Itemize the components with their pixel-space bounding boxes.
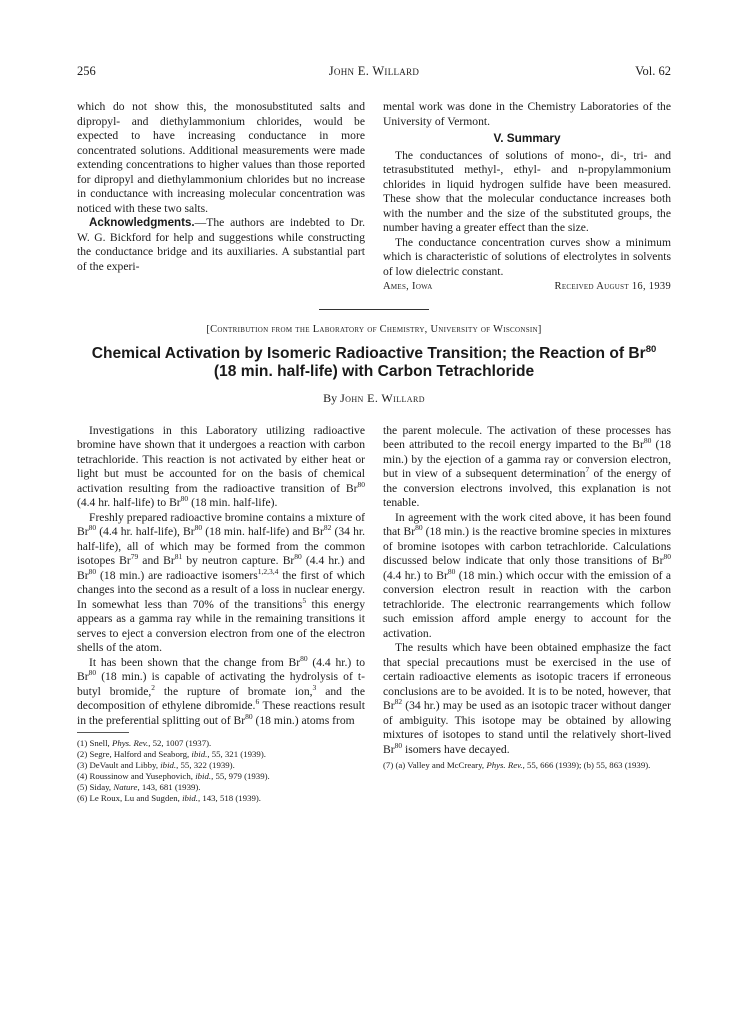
- text-run: (6) Le Roux, Lu and Sugden,: [77, 793, 183, 803]
- prev-left-column: [77, 100, 365, 295]
- text-run: (3) DeVault and Libby,: [77, 760, 161, 770]
- text-run: (18 min.) is the reactive bromine species in mixtures of bromine isotopes with carbon tetrachloride. Calculations discussed below indicate that only those transitions of Br: [383, 525, 671, 567]
- summary-paragraph-1: The conductances of solutions of mono-, di-, tri- and tetrasubstituted methyl-, ethyl- and n-propylammonium chlorides in liquid hydrogen sulfide have been measured. These show that the molecular conductance increases both with the number and the size of the substituted groups, the number having a greater effect than the size.: [383, 148, 671, 234]
- superscript: 81: [174, 552, 183, 562]
- text-run: , 55, 322 (1939).: [176, 760, 235, 770]
- superscript: 80: [88, 668, 97, 678]
- text-run: (7) (a) Valley and McCreary,: [383, 760, 487, 770]
- superscript: 80: [643, 436, 652, 446]
- text-run: Nature: [113, 782, 138, 792]
- ack-label: Acknowledgments.: [89, 216, 195, 229]
- prev-continuation: mental work was done in the Chemistry Laboratories of the University of Vermont.: [383, 100, 671, 128]
- prev-right-column: [383, 100, 671, 295]
- ack-text: —The authors are indebted to Dr. W. G. Bickford for help and suggestions while constructing the conductance bridge and its auxiliaries. A substantial part of the experi-: [77, 216, 365, 273]
- superscript: 79: [130, 552, 139, 562]
- text-run: (4.4 hr.) to Br: [77, 655, 365, 683]
- superscript: 80: [194, 523, 203, 533]
- superscript: 82: [394, 697, 403, 707]
- text-run: (18 min. half-life) and Br: [202, 525, 324, 538]
- superscript: 80: [663, 552, 671, 562]
- text-run: ibid.: [191, 749, 208, 759]
- text-run: by neutron capture. Br: [182, 554, 295, 567]
- text-run: and the decomposition of ethylene dibromide.: [77, 684, 366, 712]
- text-run: ibid.: [195, 771, 212, 781]
- text-run: Phys. Rev.: [486, 760, 523, 770]
- text-run: (18 min.) which occur with the emission of a conversion electron result in reaction with the carbon tetrachloride. The electronic rearrangements which follow such emission afford ample energy to account for the activation.: [383, 568, 672, 640]
- text-run: (1) Snell,: [77, 738, 112, 748]
- running-head: [77, 64, 671, 82]
- superscript: 80: [245, 711, 253, 721]
- text-run: (34 hr.) may be used as an isotopic tracer without danger of ambiguity. This isotope may be obtained by allowing mixtures of isotopes to stand until the relatively short-lived Br: [383, 699, 671, 756]
- summary-heading: V. Summary: [493, 131, 561, 145]
- footnote-item: [77, 782, 365, 793]
- text-run: ibid.: [160, 760, 177, 770]
- superscript: 2: [151, 682, 156, 692]
- superscript: 82: [323, 523, 332, 533]
- text-run: Phys. Rev.: [111, 738, 149, 748]
- text-run: (4.4 hr.) and Br: [77, 554, 365, 582]
- superscript: 80: [294, 552, 302, 562]
- text-run: , 55, 979 (1939).: [211, 771, 270, 781]
- text-run: These reactions result in the preferential splitting out of Br: [77, 699, 365, 727]
- superscript: 1,2,3,4: [257, 566, 279, 576]
- text-run: It has been shown that the change from Br: [89, 655, 301, 669]
- article-right-column: [383, 424, 671, 805]
- article-title: [77, 345, 671, 381]
- text-run: the first of which changes into the second as a result of a loss in nuclear energy. In somewhat less than 70% of the transitions: [77, 568, 365, 611]
- text-run: and Br: [138, 554, 175, 567]
- footnote-item: [77, 760, 365, 771]
- text-run: (4.4 hr.) to Br: [383, 568, 448, 582]
- text-run: The results which have been obtained emphasize the fact that special precautions must be exercised in the use of certain radioactive elements as isotopic tracers if erroneous conclusions are to be avoided. It is to be noted, however, that Br: [383, 641, 671, 712]
- text-run: , 143, 518 (1939).: [197, 793, 261, 803]
- body-paragraph-4: [383, 424, 671, 511]
- title-line-2: (18 min. half-life) with Carbon Tetrachloride: [213, 362, 535, 380]
- superscript: 6: [255, 697, 260, 707]
- superscript: 80: [88, 523, 97, 533]
- superscript: 80: [447, 566, 456, 576]
- received-date: Received August 16, 1939: [554, 281, 671, 292]
- text-run: the rupture of bromate ion,: [155, 684, 313, 698]
- superscript: 80: [394, 740, 403, 750]
- superscript: 80: [180, 494, 189, 504]
- byline-by: By: [323, 390, 338, 405]
- text-run: (18 min.) is capable of activating the hydrolysis of t-butyl bromide,: [77, 670, 365, 698]
- text-run: this energy appears as a gamma ray while in the remaining transitions it serves to eject a conversion electron from one of the electron shells of the atom.: [77, 597, 365, 654]
- page-number: 256: [77, 64, 96, 78]
- article-body: [77, 424, 671, 805]
- journal-page: [77, 64, 671, 804]
- text-run: ibid.: [182, 793, 198, 803]
- byline: [77, 391, 671, 406]
- superscript: 80: [88, 566, 97, 576]
- title-superscript: 80: [645, 343, 657, 355]
- contribution-line: [Contribution from the Laboratory of Chemistry, University of Wisconsin]: [206, 323, 542, 335]
- text-run: (18 min.) by the ejection of a gamma ray or conversion electron, but in view of a subsequent determination: [383, 438, 671, 480]
- superscript: 80: [300, 653, 308, 663]
- section-divider: [319, 309, 429, 310]
- text-run: Investigations in this Laboratory utilizing radioactive bromine have shown that it undergoes a reaction with carbon tetrachloride. This reaction is not activated by either heat or light but must be accounted for on the basis of chemical activation resulting from the radioactive transition of Br: [77, 423, 365, 495]
- superscript: 80: [415, 523, 423, 533]
- text-run: (18 min.) are radioactive isomers: [96, 568, 258, 582]
- superscript: 80: [357, 479, 365, 489]
- running-title: John E. Willard: [328, 64, 420, 78]
- text-run: isomers have decayed.: [402, 742, 510, 756]
- text-run: (2) Segre, Halford and Seaborg,: [77, 749, 192, 759]
- summary-paragraph-2: The conductance concentration curves show a minimum which is characteristic of solutions of electrolytes in solvents of low dielectric constant.: [383, 235, 671, 278]
- author-name: John E. Willard: [340, 390, 425, 405]
- superscript: 7: [585, 465, 590, 475]
- footnote-item: [77, 793, 365, 804]
- body-paragraph-1: [77, 424, 365, 511]
- body-paragraph-5: [383, 511, 671, 642]
- text-run: of the energy of the conversion electrons involved, this explanation is not tenable.: [383, 467, 671, 509]
- footnotes-left: [77, 738, 365, 804]
- footnote-item: [77, 749, 365, 760]
- previous-article-end: [77, 100, 671, 295]
- text-run: In agreement with the work cited above, it has been found that Br: [383, 510, 671, 538]
- volume-number: Vol. 62: [635, 64, 671, 78]
- text-run: (5) Siday,: [77, 782, 114, 792]
- text-run: (4.4 hr. half-life), Br: [96, 525, 195, 538]
- text-run: (18 min.) atoms from: [252, 713, 355, 727]
- text-run: Freshly prepared radioactive bromine contains a mixture of Br: [77, 510, 365, 538]
- text-run: (18 min. half-life).: [188, 496, 278, 509]
- body-paragraph-6: [383, 641, 671, 757]
- article-left-column: [77, 424, 365, 805]
- footnote-item: [77, 738, 365, 749]
- superscript: 5: [302, 595, 307, 605]
- text-run: , 143, 681 (1939).: [137, 782, 201, 792]
- text-run: the parent molecule. The activation of these processes has been attributed to the recoil energy imparted to the Br: [383, 423, 671, 451]
- body-paragraph-3: [77, 653, 366, 729]
- prev-paragraph: which do not show this, the monosubstituted salts and dipropyl- and diethylammonium chlorides, would be expected to have increasing conductance in more concentrated solutions. Additional measurements were made extending concentrations to higher values than those reported for dipropyl and diethylammonium chlorides but no increase in conductance with increasing molecular concentration was noticed with these two salts.: [77, 100, 365, 215]
- title-line-1: Chemical Activation by Isomeric Radioactive Transition; the Reaction of Br: [91, 344, 646, 362]
- text-run: (4) Roussinow and Yusephovich,: [77, 771, 196, 781]
- text-run: , 55, 321 (1939).: [207, 749, 266, 759]
- acknowledgments: [77, 216, 365, 274]
- text-run: , 52, 1007 (1937).: [148, 738, 212, 748]
- signoff: [383, 280, 671, 295]
- footnote-item: [77, 771, 365, 782]
- superscript: 3: [312, 682, 317, 692]
- body-paragraph-2: [77, 511, 365, 656]
- text-run: (4.4 hr. half-life) to Br: [77, 496, 181, 509]
- location: Ames, Iowa: [383, 281, 433, 292]
- footnote-rule: [77, 732, 129, 733]
- footnote-7: [383, 760, 671, 771]
- text-run: (34 hr. half-life), all of which may be formed from the common isotopes Br: [77, 525, 365, 567]
- text-run: , 55, 666 (1939); (b) 55, 863 (1939).: [522, 760, 651, 770]
